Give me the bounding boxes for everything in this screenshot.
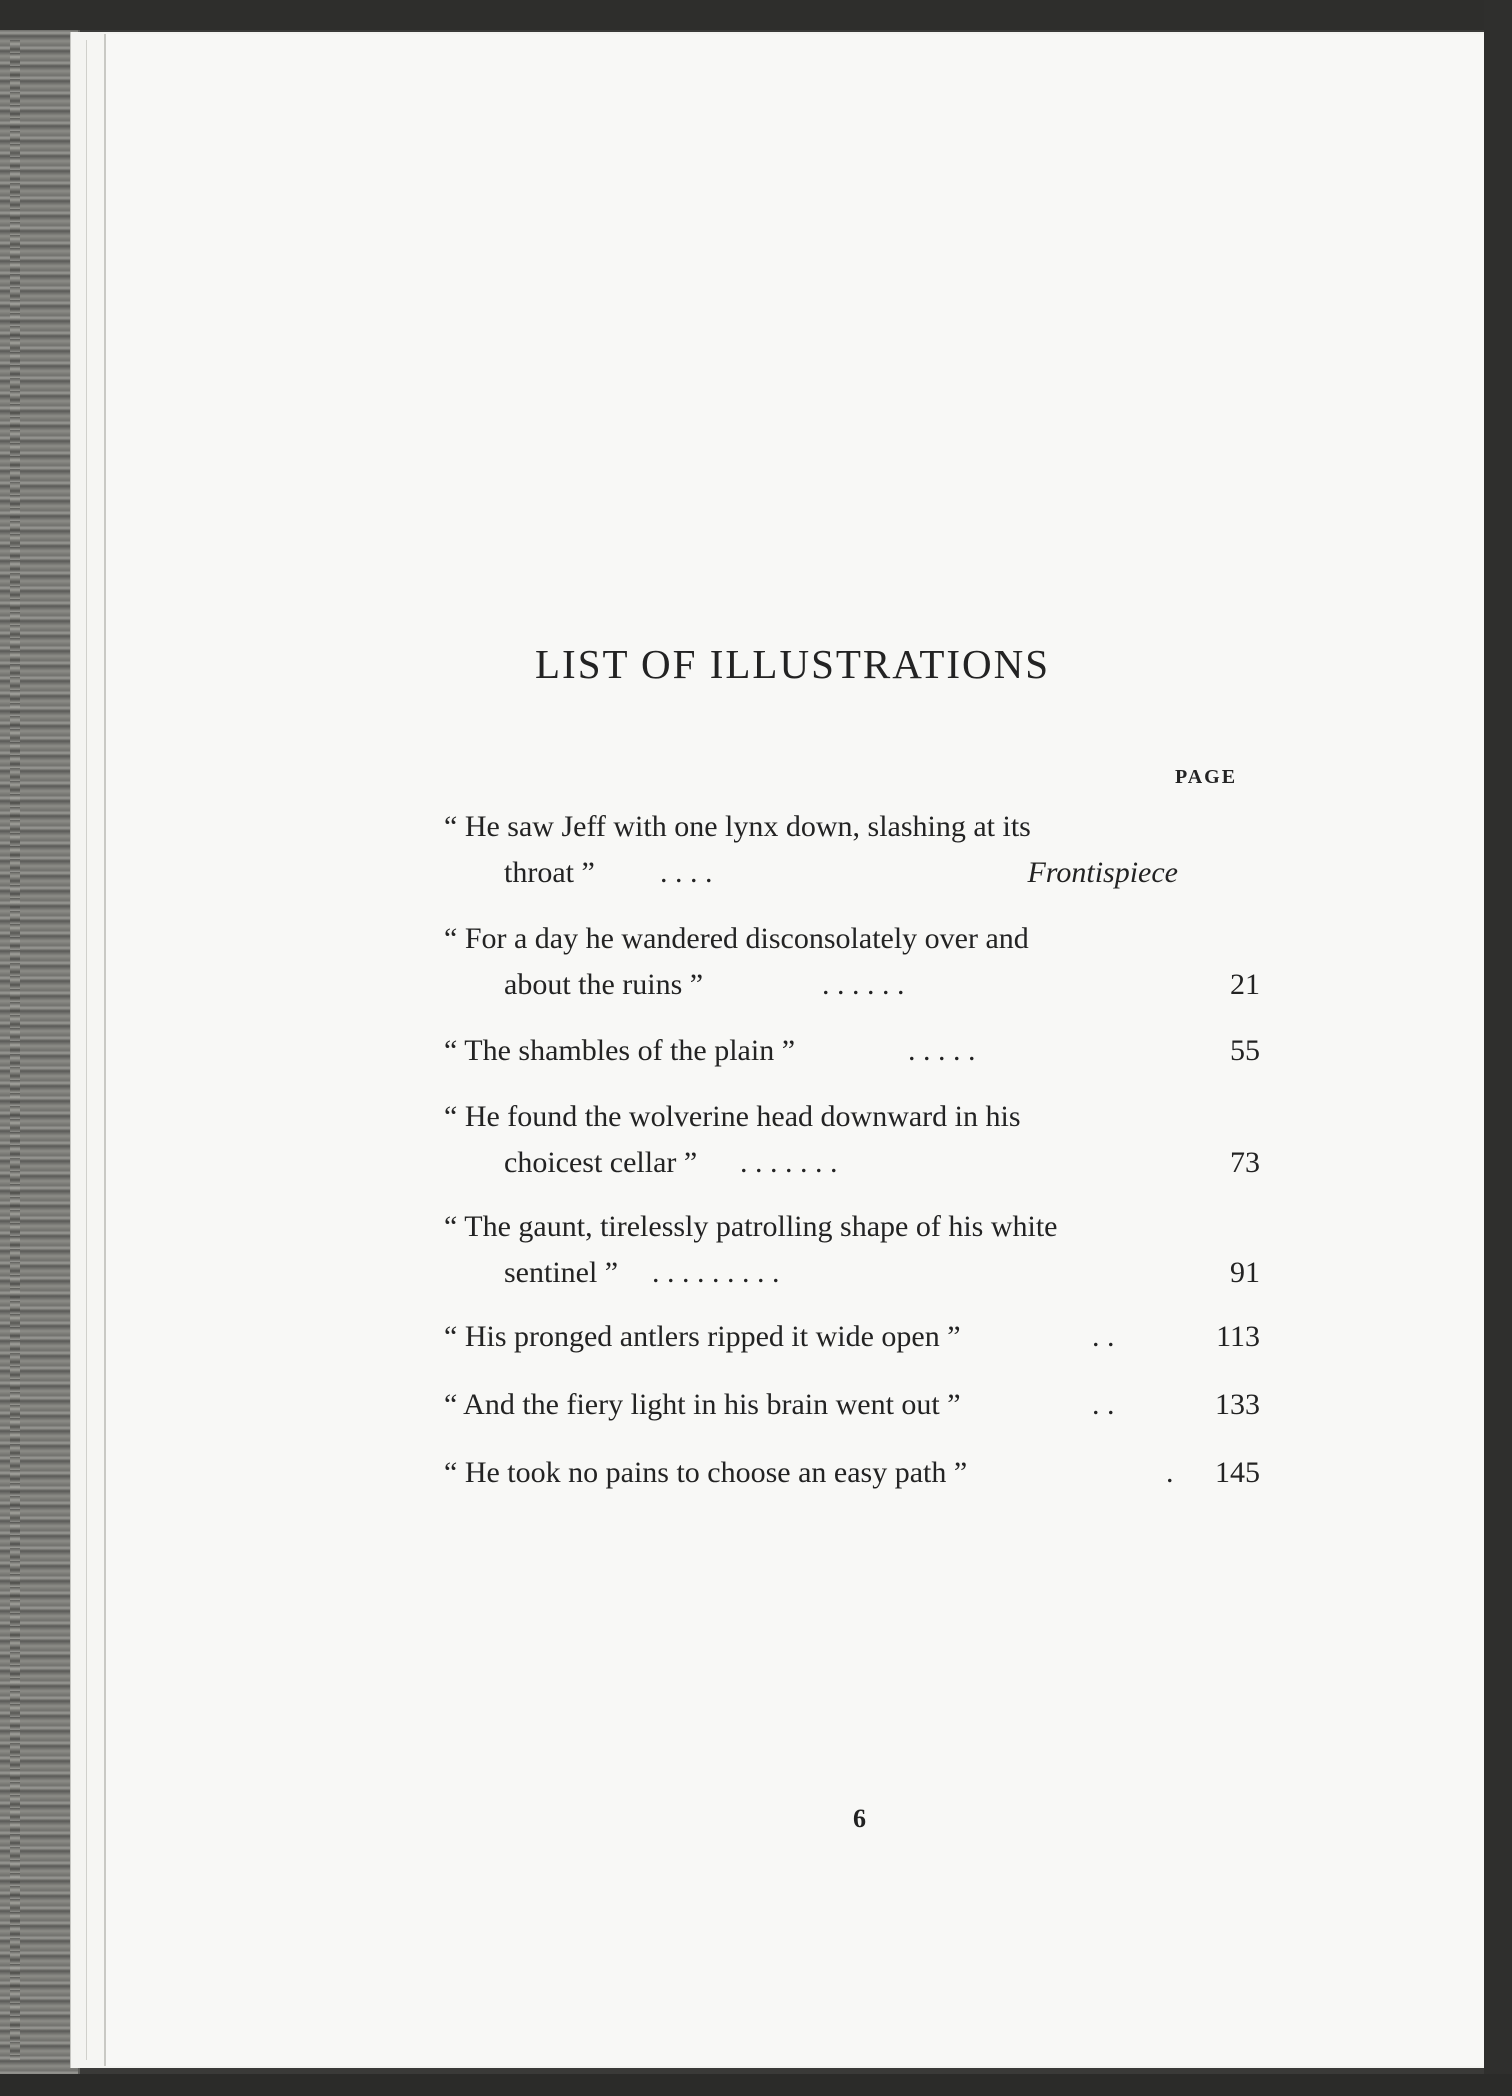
book-cover-bottom-edge bbox=[0, 2074, 1512, 2096]
entry-caption-continued: about the ruins ” bbox=[504, 968, 704, 1001]
list-item bbox=[340, 1382, 1260, 1428]
dot-leader: . . . . . bbox=[908, 1034, 976, 1067]
entry-page: 21 bbox=[1230, 968, 1260, 1001]
list-item bbox=[340, 1450, 1260, 1496]
dot-leader: . . . . . . bbox=[822, 968, 905, 1001]
dot-leader: . . . . . . . . . bbox=[652, 1256, 780, 1289]
entry-caption: “ He found the wolverine head downward in his bbox=[444, 1100, 1021, 1133]
entry-caption: “ His pronged antlers ripped it wide open ” bbox=[444, 1320, 961, 1353]
spine-texture bbox=[10, 40, 20, 2060]
entry-page: Frontispiece bbox=[1027, 856, 1178, 889]
list-item bbox=[340, 1204, 1260, 1296]
dot-leader: . . bbox=[1092, 1320, 1115, 1353]
dot-leader: . . . . . . . bbox=[740, 1146, 838, 1179]
entry-page: 113 bbox=[1216, 1320, 1260, 1353]
entry-caption: “ He took no pains to choose an easy path ” bbox=[444, 1456, 968, 1489]
entry-caption-continued: choicest cellar ” bbox=[504, 1146, 698, 1179]
book-cover-top-edge bbox=[0, 0, 1512, 30]
page-title: LIST OF ILLUSTRATIONS bbox=[535, 641, 1051, 687]
entry-page: 55 bbox=[1230, 1034, 1260, 1067]
entry-page: 73 bbox=[1230, 1146, 1260, 1179]
entry-page: 145 bbox=[1215, 1456, 1260, 1489]
list-item bbox=[340, 804, 1260, 896]
dot-leader: . . . . bbox=[660, 856, 713, 889]
entry-caption: “ He saw Jeff with one lynx down, slashing at its bbox=[444, 810, 1031, 843]
dot-leader: . bbox=[1166, 1456, 1174, 1489]
entry-caption: “ The shambles of the plain ” bbox=[444, 1034, 796, 1067]
entry-caption: “ The gaunt, tirelessly patrolling shape of his white bbox=[444, 1210, 1058, 1243]
page-number: 6 bbox=[853, 1804, 866, 1833]
page-column-heading: PAGE bbox=[1175, 766, 1238, 788]
entry-caption: “ For a day he wandered disconsolately over and bbox=[444, 922, 1029, 955]
list-item bbox=[340, 1094, 1260, 1186]
book-cover-right-edge bbox=[1484, 0, 1512, 2096]
entry-caption-continued: throat ” bbox=[504, 856, 595, 889]
entry-caption: “ And the fiery light in his brain went out ” bbox=[444, 1388, 961, 1421]
list-item bbox=[340, 1314, 1260, 1360]
entry-caption-continued: sentinel ” bbox=[504, 1256, 619, 1289]
entry-page: 133 bbox=[1215, 1388, 1260, 1421]
dot-leader: . . bbox=[1092, 1388, 1115, 1421]
entry-page: 91 bbox=[1230, 1256, 1260, 1289]
list-item bbox=[340, 1028, 1260, 1074]
list-item bbox=[340, 916, 1260, 1008]
